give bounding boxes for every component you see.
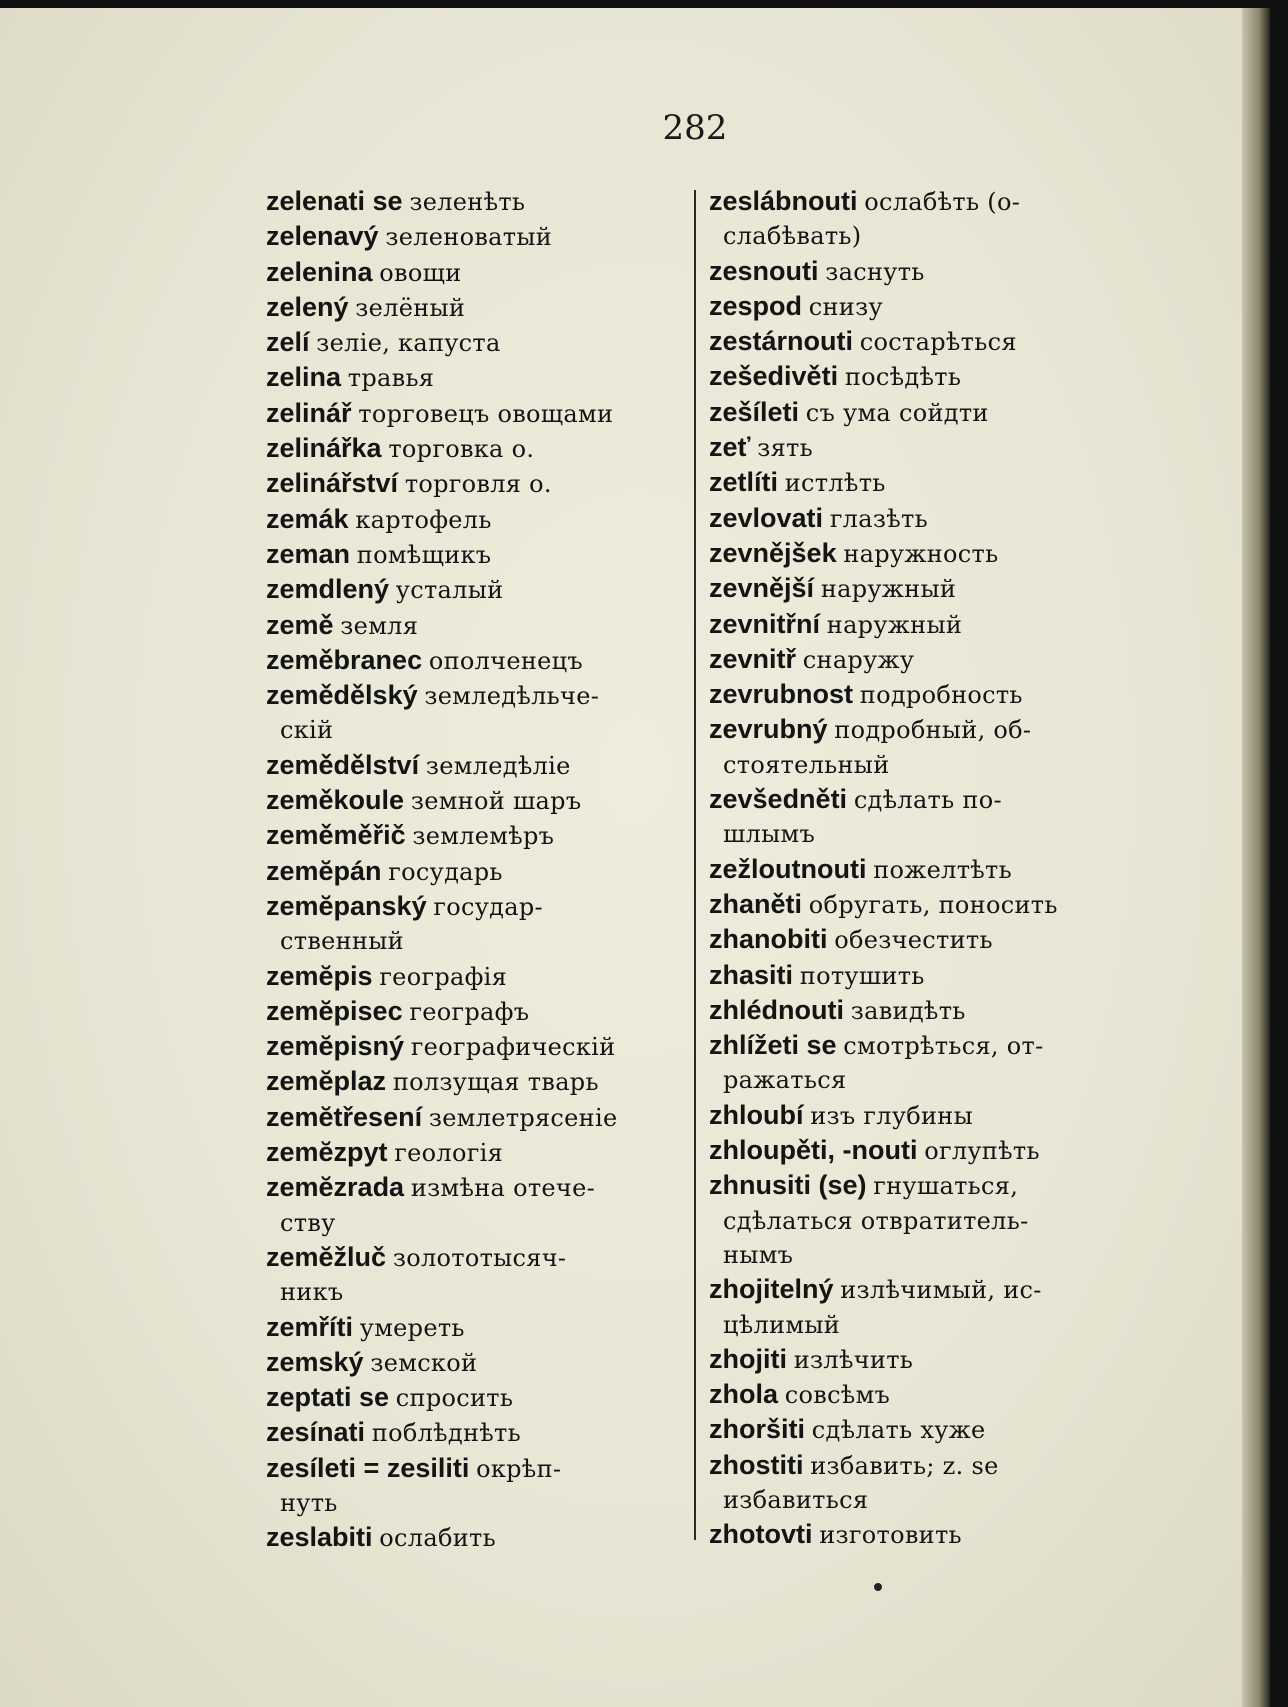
entry-translation-continued: никъ bbox=[280, 1278, 344, 1307]
dictionary-entry bbox=[266, 678, 684, 748]
entry-translation: географъ bbox=[409, 997, 530, 1026]
entry-headword: zemříti bbox=[266, 1311, 354, 1342]
entry-headword: zhostiti bbox=[709, 1449, 804, 1480]
entry-headword: zemĕpisec bbox=[266, 995, 403, 1026]
dictionary-entry bbox=[709, 501, 1127, 536]
left-column bbox=[266, 184, 684, 1556]
entry-translation: географія bbox=[379, 962, 508, 991]
dictionary-entry bbox=[709, 607, 1127, 642]
book-spine-shadow bbox=[1242, 8, 1270, 1707]
print-dot bbox=[874, 1583, 882, 1591]
dictionary-entry bbox=[266, 1310, 684, 1345]
dictionary-entry bbox=[709, 324, 1127, 359]
entry-headword: zevlovati bbox=[709, 502, 824, 533]
dictionary-entry bbox=[709, 254, 1127, 289]
dictionary-entry bbox=[709, 1168, 1127, 1272]
dictionary-entry bbox=[709, 1448, 1127, 1518]
dictionary-entry bbox=[266, 1064, 684, 1099]
entry-headword: zemĕpis bbox=[266, 960, 373, 991]
dictionary-entry bbox=[709, 1133, 1127, 1168]
dictionary-entry bbox=[709, 642, 1127, 677]
entry-headword: zemĕplaz bbox=[266, 1066, 387, 1097]
entry-translation: золототысяч- bbox=[392, 1243, 567, 1272]
dictionary-entry bbox=[709, 430, 1127, 465]
dictionary-entry bbox=[266, 1451, 684, 1521]
entry-headword: zeměbranec bbox=[266, 644, 423, 675]
entry-translation-continued: ству bbox=[280, 1208, 336, 1237]
dictionary-entry bbox=[266, 854, 684, 889]
dictionary-entry bbox=[709, 958, 1127, 993]
entry-translation: съ ума сойдти bbox=[805, 398, 989, 427]
dictionary-entry bbox=[266, 537, 684, 572]
entry-headword: zetlíti bbox=[709, 467, 779, 498]
dictionary-entry bbox=[266, 1520, 684, 1555]
entry-translation: землемѣръ bbox=[412, 822, 555, 851]
entry-translation: снизу bbox=[808, 292, 883, 321]
entry-headword: zeměkoule bbox=[266, 785, 405, 816]
entry-translation: овощи bbox=[379, 258, 462, 287]
entry-translation: ослабѣть (о- bbox=[864, 188, 1021, 216]
entry-headword: zeptati se bbox=[266, 1382, 390, 1413]
entry-translation: земной шаръ bbox=[410, 787, 582, 816]
entry-translation: земледѣльче- bbox=[424, 682, 600, 711]
dictionary-entry bbox=[266, 255, 684, 290]
dictionary-entry bbox=[266, 748, 684, 783]
dictionary-entry bbox=[266, 1135, 684, 1170]
entry-headword: zemĕžluč bbox=[266, 1241, 387, 1272]
entry-translation: зять bbox=[757, 434, 813, 463]
entry-translation: наружный bbox=[826, 610, 963, 639]
entry-headword: zemĕzpyt bbox=[266, 1137, 388, 1168]
dictionary-entry bbox=[709, 289, 1127, 324]
entry-translation: государ- bbox=[433, 892, 543, 921]
entry-translation: окрѣп- bbox=[476, 1454, 562, 1483]
entry-headword: zhasiti bbox=[709, 959, 794, 990]
entry-translation-continued: шлымъ bbox=[723, 820, 816, 849]
entry-headword: zemĕpisný bbox=[266, 1031, 405, 1062]
entry-translation: изъ глубины bbox=[810, 1101, 974, 1130]
dictionary-entry bbox=[266, 643, 684, 678]
entry-translation-continued: цѣлимый bbox=[723, 1310, 841, 1339]
entry-headword: zelený bbox=[266, 291, 349, 322]
dictionary-entry bbox=[266, 959, 684, 994]
entry-translation: зеліе, капуста bbox=[316, 329, 501, 358]
dictionary-entry bbox=[266, 502, 684, 537]
entry-translation: ослабить bbox=[379, 1524, 496, 1553]
entry-headword: zevnější bbox=[709, 573, 815, 604]
dictionary-entry bbox=[266, 994, 684, 1029]
entry-headword: zesíleti = zesiliti bbox=[266, 1452, 470, 1483]
dictionary-entry bbox=[266, 783, 684, 818]
entry-translation: изготовить bbox=[819, 1521, 962, 1550]
entry-translation: посѣдѣть bbox=[844, 363, 962, 392]
dictionary-entry bbox=[709, 465, 1127, 500]
entry-headword: zelenati se bbox=[266, 186, 403, 216]
entry-headword: zemĕpanský bbox=[266, 890, 427, 921]
entry-translation: усталый bbox=[395, 576, 504, 605]
entry-headword: zelinář bbox=[266, 397, 352, 428]
entry-translation-continued: сдѣлаться отвратитель- bbox=[723, 1206, 1029, 1235]
dictionary-entry bbox=[266, 1345, 684, 1380]
dictionary-entry bbox=[709, 712, 1127, 782]
entry-translation: помѣщикъ bbox=[356, 540, 492, 569]
entry-translation: обезчестить bbox=[834, 926, 993, 955]
dictionary-entry bbox=[266, 396, 684, 431]
entry-translation: заснуть bbox=[825, 257, 925, 286]
entry-translation: земской bbox=[370, 1348, 478, 1377]
entry-headword: zelina bbox=[266, 362, 342, 393]
dictionary-entry bbox=[709, 571, 1127, 606]
entry-translation: зеленѣть bbox=[409, 188, 526, 216]
entry-headword: zelinářka bbox=[266, 433, 382, 464]
entry-translation: подробность bbox=[859, 681, 1023, 710]
entry-headword: zhotovti bbox=[709, 1519, 813, 1550]
entry-headword: zhoršiti bbox=[709, 1414, 806, 1445]
entry-headword: zeť bbox=[709, 432, 751, 463]
entry-headword: zhnusiti (se) bbox=[709, 1170, 867, 1201]
entry-headword: zemědělský bbox=[266, 680, 418, 711]
entry-translation: ползущая тварь bbox=[392, 1068, 599, 1097]
entry-translation: истлѣть bbox=[784, 469, 886, 498]
entry-headword: zhloubí bbox=[709, 1099, 804, 1130]
dictionary-entry bbox=[266, 1100, 684, 1135]
dictionary-entry bbox=[709, 922, 1127, 957]
entry-headword: zhojitelný bbox=[709, 1274, 834, 1305]
entry-translation: сдѣлать хуже bbox=[811, 1416, 986, 1445]
dictionary-entry bbox=[709, 852, 1127, 887]
entry-translation-continued: слабѣвать) bbox=[723, 222, 862, 251]
entry-translation: земледѣліе bbox=[425, 751, 571, 780]
right-column bbox=[709, 184, 1127, 1553]
entry-translation: торговка о. bbox=[388, 435, 535, 464]
dictionary-entry bbox=[709, 1272, 1127, 1342]
dictionary-entry bbox=[266, 1380, 684, 1415]
dictionary-entry bbox=[266, 1170, 684, 1240]
entry-headword: zestárnouti bbox=[709, 326, 854, 357]
entry-translation-continued: ственный bbox=[280, 927, 404, 956]
entry-translation: смотрѣться, от- bbox=[843, 1032, 1044, 1061]
entry-translation-continued: нымъ bbox=[723, 1240, 794, 1269]
entry-headword: zhlížeti se bbox=[709, 1030, 837, 1061]
entry-headword: zeměměřič bbox=[266, 820, 406, 851]
dictionary-entry bbox=[709, 184, 1127, 254]
entry-translation: зелёный bbox=[355, 293, 466, 322]
entry-translation: наружный bbox=[820, 575, 957, 604]
dictionary-entry bbox=[709, 395, 1127, 430]
entry-headword: zhojiti bbox=[709, 1343, 787, 1374]
entry-translation: излѣчить bbox=[793, 1345, 914, 1374]
entry-translation: государь bbox=[388, 857, 503, 886]
entry-headword: zevrubnost bbox=[709, 679, 854, 710]
entry-headword: zeman bbox=[266, 538, 351, 569]
entry-translation: картофель bbox=[355, 505, 492, 534]
entry-translation: торговецъ овощами bbox=[358, 399, 614, 428]
dictionary-entry bbox=[266, 360, 684, 395]
entry-headword: zespod bbox=[709, 290, 803, 321]
entry-translation: торговля о. bbox=[404, 470, 552, 499]
entry-translation: состарѣться bbox=[859, 328, 1017, 357]
dictionary-entry bbox=[709, 1517, 1127, 1552]
entry-translation-continued: ражаться bbox=[723, 1066, 847, 1095]
dictionary-entry bbox=[266, 184, 684, 219]
dictionary-entry bbox=[266, 1415, 684, 1450]
dictionary-entry bbox=[266, 1029, 684, 1064]
entry-headword: zemdlený bbox=[266, 574, 390, 605]
entry-headword: zemĕtřesení bbox=[266, 1101, 423, 1132]
entry-headword: zelenina bbox=[266, 256, 373, 287]
entry-headword: zhanobiti bbox=[709, 924, 828, 955]
entry-translation: обругать, поносить bbox=[808, 890, 1058, 919]
entry-headword: zhloupěti, -nouti bbox=[709, 1135, 918, 1166]
entry-headword: zevnitř bbox=[709, 643, 797, 674]
entry-translation: сдѣлать по- bbox=[853, 786, 1002, 815]
entry-translation: измѣна отече- bbox=[410, 1174, 595, 1203]
entry-translation: оглупѣть bbox=[924, 1137, 1040, 1166]
dictionary-entry bbox=[266, 325, 684, 360]
dictionary-entry bbox=[266, 572, 684, 607]
entry-headword: zesínati bbox=[266, 1417, 366, 1448]
entry-translation-continued: нуть bbox=[280, 1488, 338, 1517]
entry-translation: глазѣть bbox=[829, 504, 928, 533]
entry-headword: zelinářství bbox=[266, 468, 399, 499]
entry-headword: zelí bbox=[266, 327, 310, 358]
entry-translation: завидѣть bbox=[850, 996, 966, 1025]
entry-headword: zeslabiti bbox=[266, 1522, 373, 1553]
entry-translation-continued: скій bbox=[280, 716, 334, 745]
entry-headword: zešedivěti bbox=[709, 361, 839, 392]
entry-translation: поблѣднѣть bbox=[371, 1419, 521, 1448]
entry-headword: zevrubný bbox=[709, 714, 828, 745]
dictionary-entry bbox=[266, 608, 684, 643]
entry-translation: земля bbox=[340, 611, 419, 640]
entry-headword: zelenavý bbox=[266, 221, 379, 252]
entry-headword: zemĕpán bbox=[266, 855, 382, 886]
entry-translation-continued: избавиться bbox=[723, 1485, 869, 1514]
dictionary-entry bbox=[266, 818, 684, 853]
entry-headword: zemák bbox=[266, 503, 349, 534]
dictionary-entry bbox=[709, 536, 1127, 571]
entry-headword: zesnouti bbox=[709, 255, 819, 286]
page-number: 282 bbox=[662, 108, 728, 148]
entry-headword: zeslábnouti bbox=[709, 186, 858, 216]
entry-translation: наружность bbox=[843, 539, 999, 568]
entry-translation: потушить bbox=[799, 961, 925, 990]
dictionary-entry bbox=[709, 1098, 1127, 1133]
entry-translation: геологія bbox=[394, 1139, 504, 1168]
entry-translation: подробный, об- bbox=[834, 716, 1032, 745]
entry-translation: географическій bbox=[410, 1033, 616, 1062]
dictionary-entry bbox=[709, 1028, 1127, 1098]
dictionary-entry bbox=[266, 889, 684, 959]
entry-translation: снаружу bbox=[802, 645, 915, 674]
entry-headword: zevnitřní bbox=[709, 608, 821, 639]
dictionary-entry bbox=[709, 887, 1127, 922]
entry-translation: пожелтѣть bbox=[873, 855, 1012, 884]
entry-translation: излѣчимый, ис- bbox=[840, 1276, 1042, 1305]
entry-headword: zhlédnouti bbox=[709, 994, 844, 1025]
entry-headword: zemědělství bbox=[266, 749, 420, 780]
dictionary-entry bbox=[266, 1240, 684, 1310]
entry-headword: zevnějšek bbox=[709, 537, 837, 568]
dictionary-entry bbox=[709, 677, 1127, 712]
entry-translation: избавить; z. se bbox=[810, 1451, 999, 1480]
entry-translation: травья bbox=[347, 364, 435, 393]
entry-headword: zežloutnouti bbox=[709, 853, 867, 884]
entry-translation: спросить bbox=[395, 1384, 514, 1413]
entry-translation: землетрясеніе bbox=[428, 1103, 618, 1132]
dictionary-entry bbox=[709, 1377, 1127, 1412]
entry-headword: zhola bbox=[709, 1379, 779, 1410]
entry-translation: гнушаться, bbox=[873, 1172, 1019, 1201]
entry-headword: země bbox=[266, 609, 334, 640]
dictionary-entry bbox=[709, 1342, 1127, 1377]
dictionary-entry bbox=[266, 219, 684, 254]
entry-translation: ополченецъ bbox=[428, 646, 583, 675]
dictionary-entry bbox=[709, 1412, 1127, 1447]
dictionary-entry bbox=[266, 431, 684, 466]
entry-translation-continued: стоятельный bbox=[723, 750, 890, 779]
entry-headword: zemĕzrada bbox=[266, 1172, 405, 1203]
dictionary-entry bbox=[709, 359, 1127, 394]
dictionary-entry bbox=[266, 466, 684, 501]
dictionary-entry bbox=[266, 290, 684, 325]
column-divider bbox=[694, 190, 696, 1540]
dictionary-entry bbox=[709, 993, 1127, 1028]
entry-headword: zhaněti bbox=[709, 888, 803, 919]
entry-headword: zevšedněti bbox=[709, 784, 848, 815]
entry-translation: совсѣмъ bbox=[784, 1381, 891, 1410]
dictionary-entry bbox=[709, 782, 1127, 852]
entry-translation: умереть bbox=[359, 1313, 465, 1342]
dictionary-page bbox=[0, 8, 1270, 1707]
entry-headword: zemský bbox=[266, 1346, 364, 1377]
entry-headword: zešíleti bbox=[709, 396, 800, 427]
entry-translation: зеленоватый bbox=[385, 223, 553, 252]
